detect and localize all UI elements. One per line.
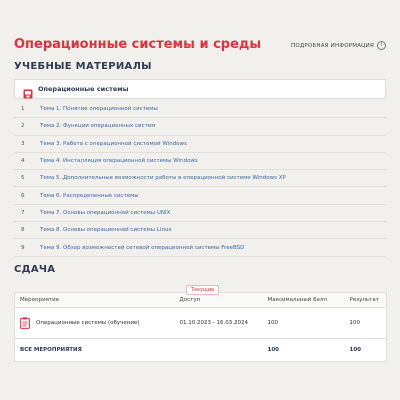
topic-item[interactable]	[14, 222, 386, 239]
info-icon: i	[377, 41, 386, 50]
topic-link[interactable]: Тема 5. Дополнительные возможности работы в операционной системе Windows XP	[40, 175, 286, 182]
total-result: 100	[349, 347, 361, 353]
topic-number: 9	[21, 244, 25, 251]
event-cell	[15, 308, 175, 339]
topic-item[interactable]	[14, 170, 386, 187]
max-score-cell: 100	[263, 308, 345, 339]
topic-item[interactable]	[14, 153, 386, 170]
topic-number: 5	[21, 175, 25, 182]
access-cell: 01.10.2023 - 16.03.2024	[175, 308, 263, 339]
topic-number: 1	[21, 106, 25, 113]
topic-link[interactable]: Тема 2. Функции операционных систем	[40, 123, 156, 130]
topic-number: 3	[21, 140, 25, 147]
submission-table-wrap	[14, 287, 386, 362]
total-row	[15, 339, 387, 362]
topic-link[interactable]: Тема 1. Понятие операционной системы	[40, 106, 158, 113]
topic-link[interactable]: Тема 8. Основы операционной системы Linux	[40, 227, 172, 234]
topic-item[interactable]	[14, 136, 386, 153]
column-header-access: Доступ	[175, 293, 263, 308]
topic-number: 7	[21, 209, 25, 216]
topic-list	[14, 101, 386, 257]
topic-link[interactable]: Тема 7. Основы операционной системы UNIX	[40, 209, 171, 216]
more-info-link[interactable]	[291, 41, 386, 50]
materials-heading: УЧЕБНЫЕ МАТЕРИАЛЫ	[14, 61, 152, 72]
topic-number: 2	[21, 123, 25, 130]
topic-item[interactable]	[14, 118, 386, 135]
page-title: Операционные системы и среды	[14, 37, 262, 52]
more-info-label: ПОДРОБНАЯ ИНФОРМАЦИЯ	[291, 42, 374, 49]
event-name[interactable]: Операционные системы (обучение)	[36, 320, 140, 326]
book-icon	[23, 84, 33, 94]
column-header-event: Мероприятие	[15, 293, 175, 308]
topic-item[interactable]	[14, 239, 386, 256]
topic-item[interactable]	[14, 205, 386, 222]
tab-current[interactable]: Текущие	[186, 285, 219, 295]
topic-link[interactable]: Тема 3. Работа с операционной системой Windows	[40, 140, 187, 147]
materials-card-label: Операционные системы	[38, 85, 129, 93]
topic-link[interactable]: Тема 9. Обзор возможностей сетевой операционной системы FreeBSD	[40, 244, 245, 251]
topic-number: 8	[21, 227, 25, 234]
result-cell: 100	[345, 308, 387, 339]
topic-number: 4	[21, 158, 25, 165]
topic-item[interactable]	[14, 101, 386, 118]
topic-number: 6	[21, 192, 25, 199]
total-access-cell	[175, 339, 263, 362]
materials-card[interactable]	[14, 79, 386, 99]
submission-heading: СДАЧА	[14, 264, 56, 275]
total-max-score: 100	[267, 347, 279, 353]
submission-table	[14, 292, 387, 362]
topic-link[interactable]: Тема 4. Инсталляция операционной системы Windows	[40, 158, 198, 165]
table-row[interactable]	[15, 308, 387, 339]
column-header-max-score: Максимальный балл	[263, 293, 345, 308]
clipboard-icon	[20, 317, 30, 329]
total-label: ВСЕ МЕРОПРИЯТИЯ	[20, 347, 82, 353]
topic-link[interactable]: Тема 6. Распределенные системы	[40, 192, 139, 199]
column-header-result: Результат	[345, 293, 387, 308]
topic-item[interactable]	[14, 187, 386, 204]
